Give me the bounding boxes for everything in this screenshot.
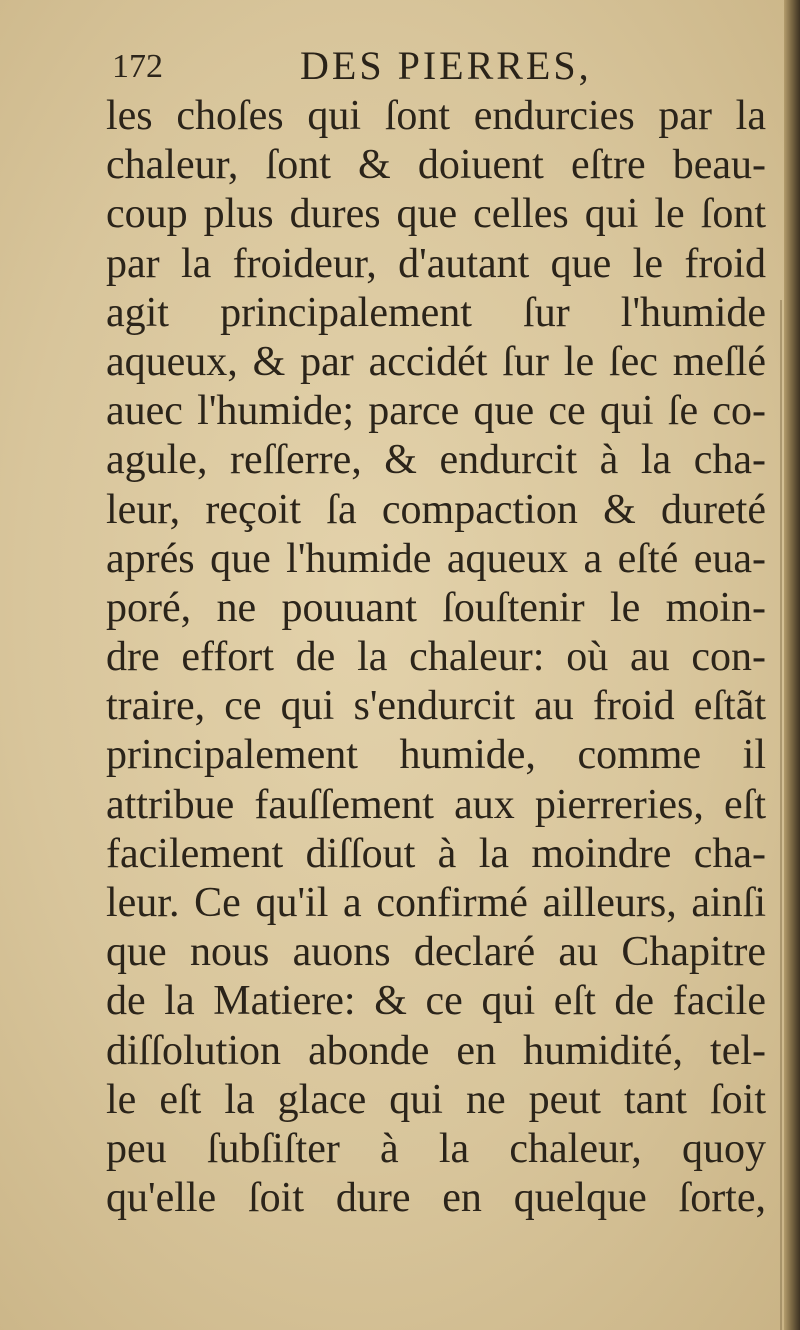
text-line: par la froideur, d'autant que le froid	[106, 240, 766, 287]
text-line: qu'elle ſoit dure en quelque ſorte,	[106, 1175, 766, 1222]
text-line: agit principalement ſur l'humide	[106, 289, 766, 336]
page-edge-shadow	[784, 0, 800, 1330]
text-line: coup plus dures que celles qui le ſont	[106, 191, 766, 238]
text-line: auec l'humide; parce que ce qui ſe co-	[106, 388, 766, 435]
text-line: chaleur, ſont & doiuent eſtre beau-	[106, 142, 766, 189]
text-line: poré, ne pouuant ſouſtenir le moin-	[106, 584, 766, 631]
text-line: principalement humide, comme il	[106, 732, 766, 779]
text-line: les choſes qui ſont endurcies par la	[106, 93, 766, 139]
page-edge-line	[780, 300, 782, 1330]
text-line: le eſt la glace qui ne peut tant ſoit	[106, 1076, 766, 1123]
text-line: que nous auons declaré au Chapitre	[106, 929, 766, 976]
text-line: traire, ce qui s'endurcit au froid eſtãt	[106, 683, 766, 730]
running-title: DES PIERRES,	[300, 43, 592, 88]
text-line: aqueux, & par accidét ſur le ſec meſlé	[106, 338, 766, 385]
text-line: dre effort de la chaleur: où au con-	[106, 634, 766, 681]
text-line: diſſolution abonde en humidité, tel-	[106, 1027, 766, 1074]
text-line: aprés que l'humide aqueux a eſté eua-	[106, 535, 766, 582]
text-line: peu ſubſiſter à la chaleur, quoy	[106, 1125, 766, 1172]
running-header	[112, 42, 672, 92]
text-line: agule, reſſerre, & endurcit à la cha-	[106, 437, 766, 484]
text-line: de la Matiere: & ce qui eſt de facile	[106, 978, 766, 1025]
text-line: leur. Ce qu'il a confirmé ailleurs, ainſi	[106, 880, 766, 926]
text-line: leur, reçoit ſa compaction & dureté	[106, 486, 766, 533]
text-line: facilement diſſout à la moindre cha-	[106, 830, 766, 877]
text-line: attribue fauſſement aux pierreries, eſt	[106, 781, 766, 828]
body-text	[106, 92, 766, 1223]
page-number: 172	[112, 48, 163, 85]
